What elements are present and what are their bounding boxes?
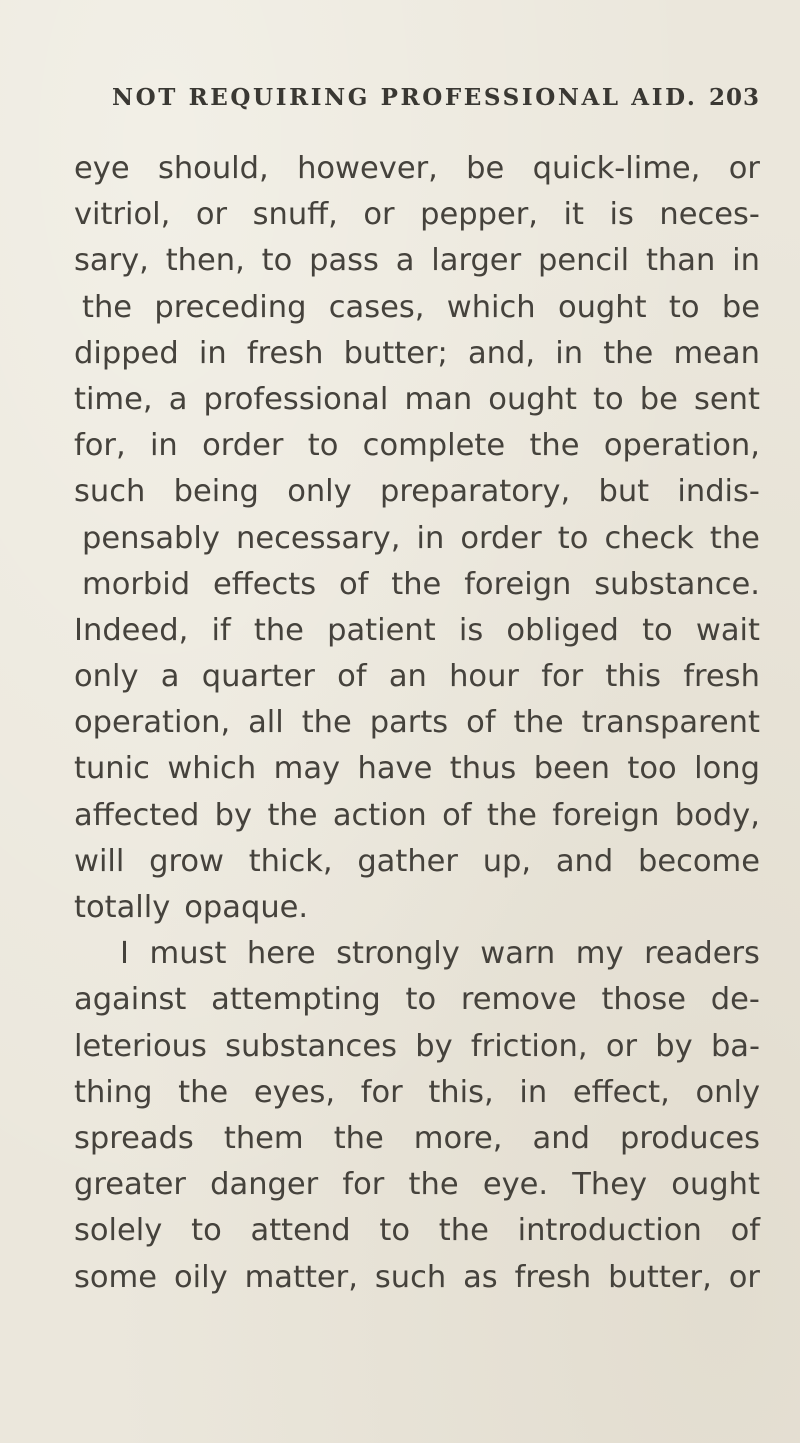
text-line: thing the eyes, for this, in effect, only — [74, 1074, 760, 1110]
text-line: Indeed, if the patient is obliged to wait — [74, 612, 760, 648]
text-line: pensably necessary, in order to check the — [82, 520, 760, 556]
page-number: 203 — [708, 84, 760, 111]
text-line: tunic which may have thus been too long — [74, 751, 760, 787]
text-line: totally opaque. — [74, 890, 309, 925]
text-line: time, a professional man ought to be sent — [74, 381, 760, 417]
text-line: affected by the action of the foreign body, — [74, 797, 760, 833]
text-line: such being only preparatory, but indis- — [74, 474, 760, 510]
text-line: sary, then, to pass a larger pencil than in — [74, 243, 760, 279]
text-line: I must here strongly warn my readers — [120, 936, 760, 972]
running-header — [112, 84, 760, 124]
text-line: leterious substances by friction, or by ba- — [74, 1028, 760, 1064]
text-line: against attempting to remove those de- — [74, 982, 760, 1018]
text-line: for, in order to complete the operation, — [74, 428, 760, 464]
text-line: only a quarter of an hour for this fresh — [74, 659, 760, 695]
text-line: eye should, however, be quick-lime, or — [74, 151, 760, 186]
text-line: vitriol, or snuff, or pepper, it is neces- — [74, 197, 760, 233]
text-line: morbid effects of the foreign substance. — [82, 566, 760, 602]
text-line: operation, all the parts of the transparent — [74, 705, 760, 741]
running-title: NOT REQUIRING PROFESSIONAL AID. — [112, 84, 698, 111]
text-line: will grow thick, gather up, and become — [74, 843, 760, 879]
text-line: greater danger for the eye. They ought — [74, 1167, 760, 1203]
body-text — [60, 146, 760, 1301]
text-line: spreads them the more, and produces — [74, 1120, 760, 1156]
text-line: some oily matter, such as fresh butter, or — [74, 1259, 760, 1295]
text-line: dipped in fresh butter; and, in the mean — [74, 335, 760, 371]
text-line: solely to attend to the introduction of — [74, 1213, 760, 1249]
text-line: the preceding cases, which ought to be — [82, 289, 760, 325]
